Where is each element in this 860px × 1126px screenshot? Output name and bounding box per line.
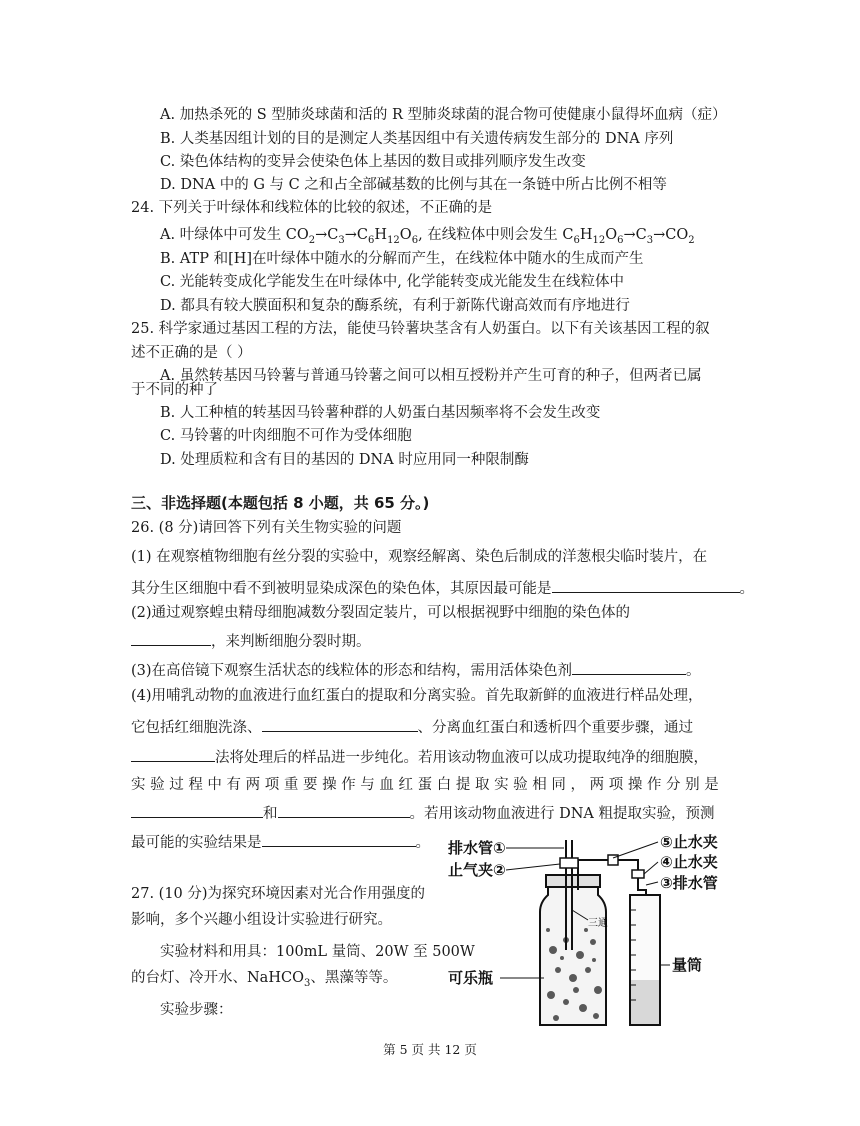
answer-blank: [262, 831, 416, 847]
q23-option-b: B. 人类基因组计划的目的是测定人类基因组中有关遗传病发生部分的 DNA 序列: [160, 131, 674, 147]
label-graduated-cylinder: 量筒: [672, 956, 703, 974]
answer-blank: [572, 659, 686, 675]
section-heading: 三、非选择题(本题包括 8 小题，共 65 分。): [131, 494, 430, 512]
label-water-clamp-5: ⑤止水夹: [660, 833, 718, 851]
q26-part4-line6: 最可能的实验结果是 。: [131, 831, 430, 853]
q24-option-b: B. ATP 和[H]在叶绿体中随水的分解而产生，在线粒体中随水的生成而产生: [160, 251, 644, 267]
q27-materials-1: 实验材料和用具：100mL 量筒、20W 至 500W: [160, 944, 475, 960]
q25-option-b: B. 人工种植的转基因马铃薯种群的人奶蛋白基因频率将不会发生改变: [160, 405, 601, 421]
answer-blank: [278, 802, 410, 818]
q26-part1-line1: (1) 在观察植物细胞有丝分裂的实验中，观察经解离、染色后制成的洋葱根尖临时装片，在: [131, 549, 708, 565]
apparatus-diagram: [448, 830, 748, 1030]
q25-option-c: C. 马铃薯的叶肉细胞不可作为受体细胞: [160, 428, 412, 444]
answer-blank: [131, 746, 215, 762]
q24-option-c: C. 光能转变成化学能发生在叶绿体中, 化学能转变成光能发生在线粒体中: [160, 274, 625, 290]
label-drain-pipe-1: 排水管①: [448, 839, 506, 857]
q26-part4-line2: 它包括红细胞洗涤、 、分离血红蛋白和透析四个重要步骤，通过: [131, 716, 693, 738]
q23-option-a: A. 加热杀死的 S 型肺炎球菌和活的 R 型肺炎球菌的混合物可使健康小鼠得坏血病（症）: [160, 107, 727, 123]
label-cola-bottle: 可乐瓶: [448, 969, 494, 987]
q23-option-d: D. DNA 中的 G 与 C 之和占全部碱基数的比例与其在一条链中所占比例不相等: [160, 177, 667, 193]
q26-part1-line2: 其分生区细胞中看不到被明显染成深色的染色体，其原因最可能是 。: [131, 577, 754, 599]
q26-part4-line3: 法将处理后的样品进一步纯化。若用该动物血液可以成功提取纯净的细胞膜，: [131, 746, 708, 768]
label-water-clamp-4: ④止水夹: [660, 853, 718, 871]
q24-option-d: D. 都具有较大膜面积和复杂的酶系统，有利于新陈代谢高效而有序地进行: [160, 298, 630, 314]
q25-stem-2: 述不正确的是（ ）: [131, 345, 252, 361]
q23-option-c: C. 染色体结构的变异会使染色体上基因的数目或排列顺序发生改变: [160, 154, 586, 170]
q27-stem-1: 27. (10 分)为探究环境因素对光合作用强度的: [131, 886, 426, 902]
q24-option-a: A. 叶绿体中可发生 $CO_2\to C_3\to C_6H_{12}O_6$, 在线粒体中则会发生 $C_6H_{12}O_6\to C_3\to CO_2$: [160, 227, 695, 246]
q26-stem: 26. (8 分)请回答下列有关生物实验的问题: [131, 520, 402, 536]
q27-materials-2: 的台灯、冷开水、NaHCO$_3$、黑藻等等。: [131, 970, 398, 989]
answer-blank: [262, 716, 418, 732]
q26-part4-line1: (4)用哺乳动物的血液进行血红蛋白的提取和分离实验。首先取新鲜的血液进行样品处理，: [131, 688, 703, 704]
label-drain-pipe-3: ③排水管: [660, 874, 718, 892]
q26-part3: (3)在高倍镜下观察生活状态的线粒体的形态和结构，需用活体染色剂 。: [131, 659, 701, 681]
q25-option-d: D. 处理质粒和含有目的基因的 DNA 时应用同一种限制酶: [160, 452, 529, 468]
answer-blank: [131, 802, 263, 818]
q26-part4-line4: 实 验 过 程 中 有 两 项 重 要 操 作 与 血 红 蛋 白 提 取 实 验 相 同 ， 两 项 操 作 分 别 是: [131, 777, 719, 793]
answer-blank: [131, 630, 211, 646]
q26-part2-line1: (2)通过观察蝗虫精母细胞减数分裂固定装片，可以根据视野中细胞的染色体的: [131, 605, 631, 621]
q25-stem-1: 25. 科学家通过基因工程的方法，能使马铃薯块茎含有人奶蛋白。以下有关该基因工程的叙: [131, 321, 710, 337]
page-footer: 第 5 页 共 12 页: [383, 1042, 477, 1057]
label-air-clamp-2: 止气夹②: [448, 861, 506, 879]
label-three-way: 三通: [588, 918, 608, 929]
q26-part4-line5: 和 。若用该动物血液进行 DNA 粗提取实验，预测: [131, 802, 715, 824]
q27-stem-2: 影响，多个兴趣小组设计实验进行研究。: [131, 912, 392, 928]
answer-blank: [552, 577, 740, 593]
q27-steps: 实验步骤：: [160, 1002, 233, 1018]
q25-option-a-2: 于不同的种了: [131, 382, 218, 398]
q25-option-a-1: A. 虽然转基因马铃薯与普通马铃薯之间可以相互授粉并产生可育的种子，但两者已属: [160, 368, 702, 384]
q26-part2-line2: ，来判断细胞分裂时期。: [131, 630, 371, 652]
q24-stem: 24. 下列关于叶绿体和线粒体的比较的叙述，不正确的是: [131, 200, 493, 216]
